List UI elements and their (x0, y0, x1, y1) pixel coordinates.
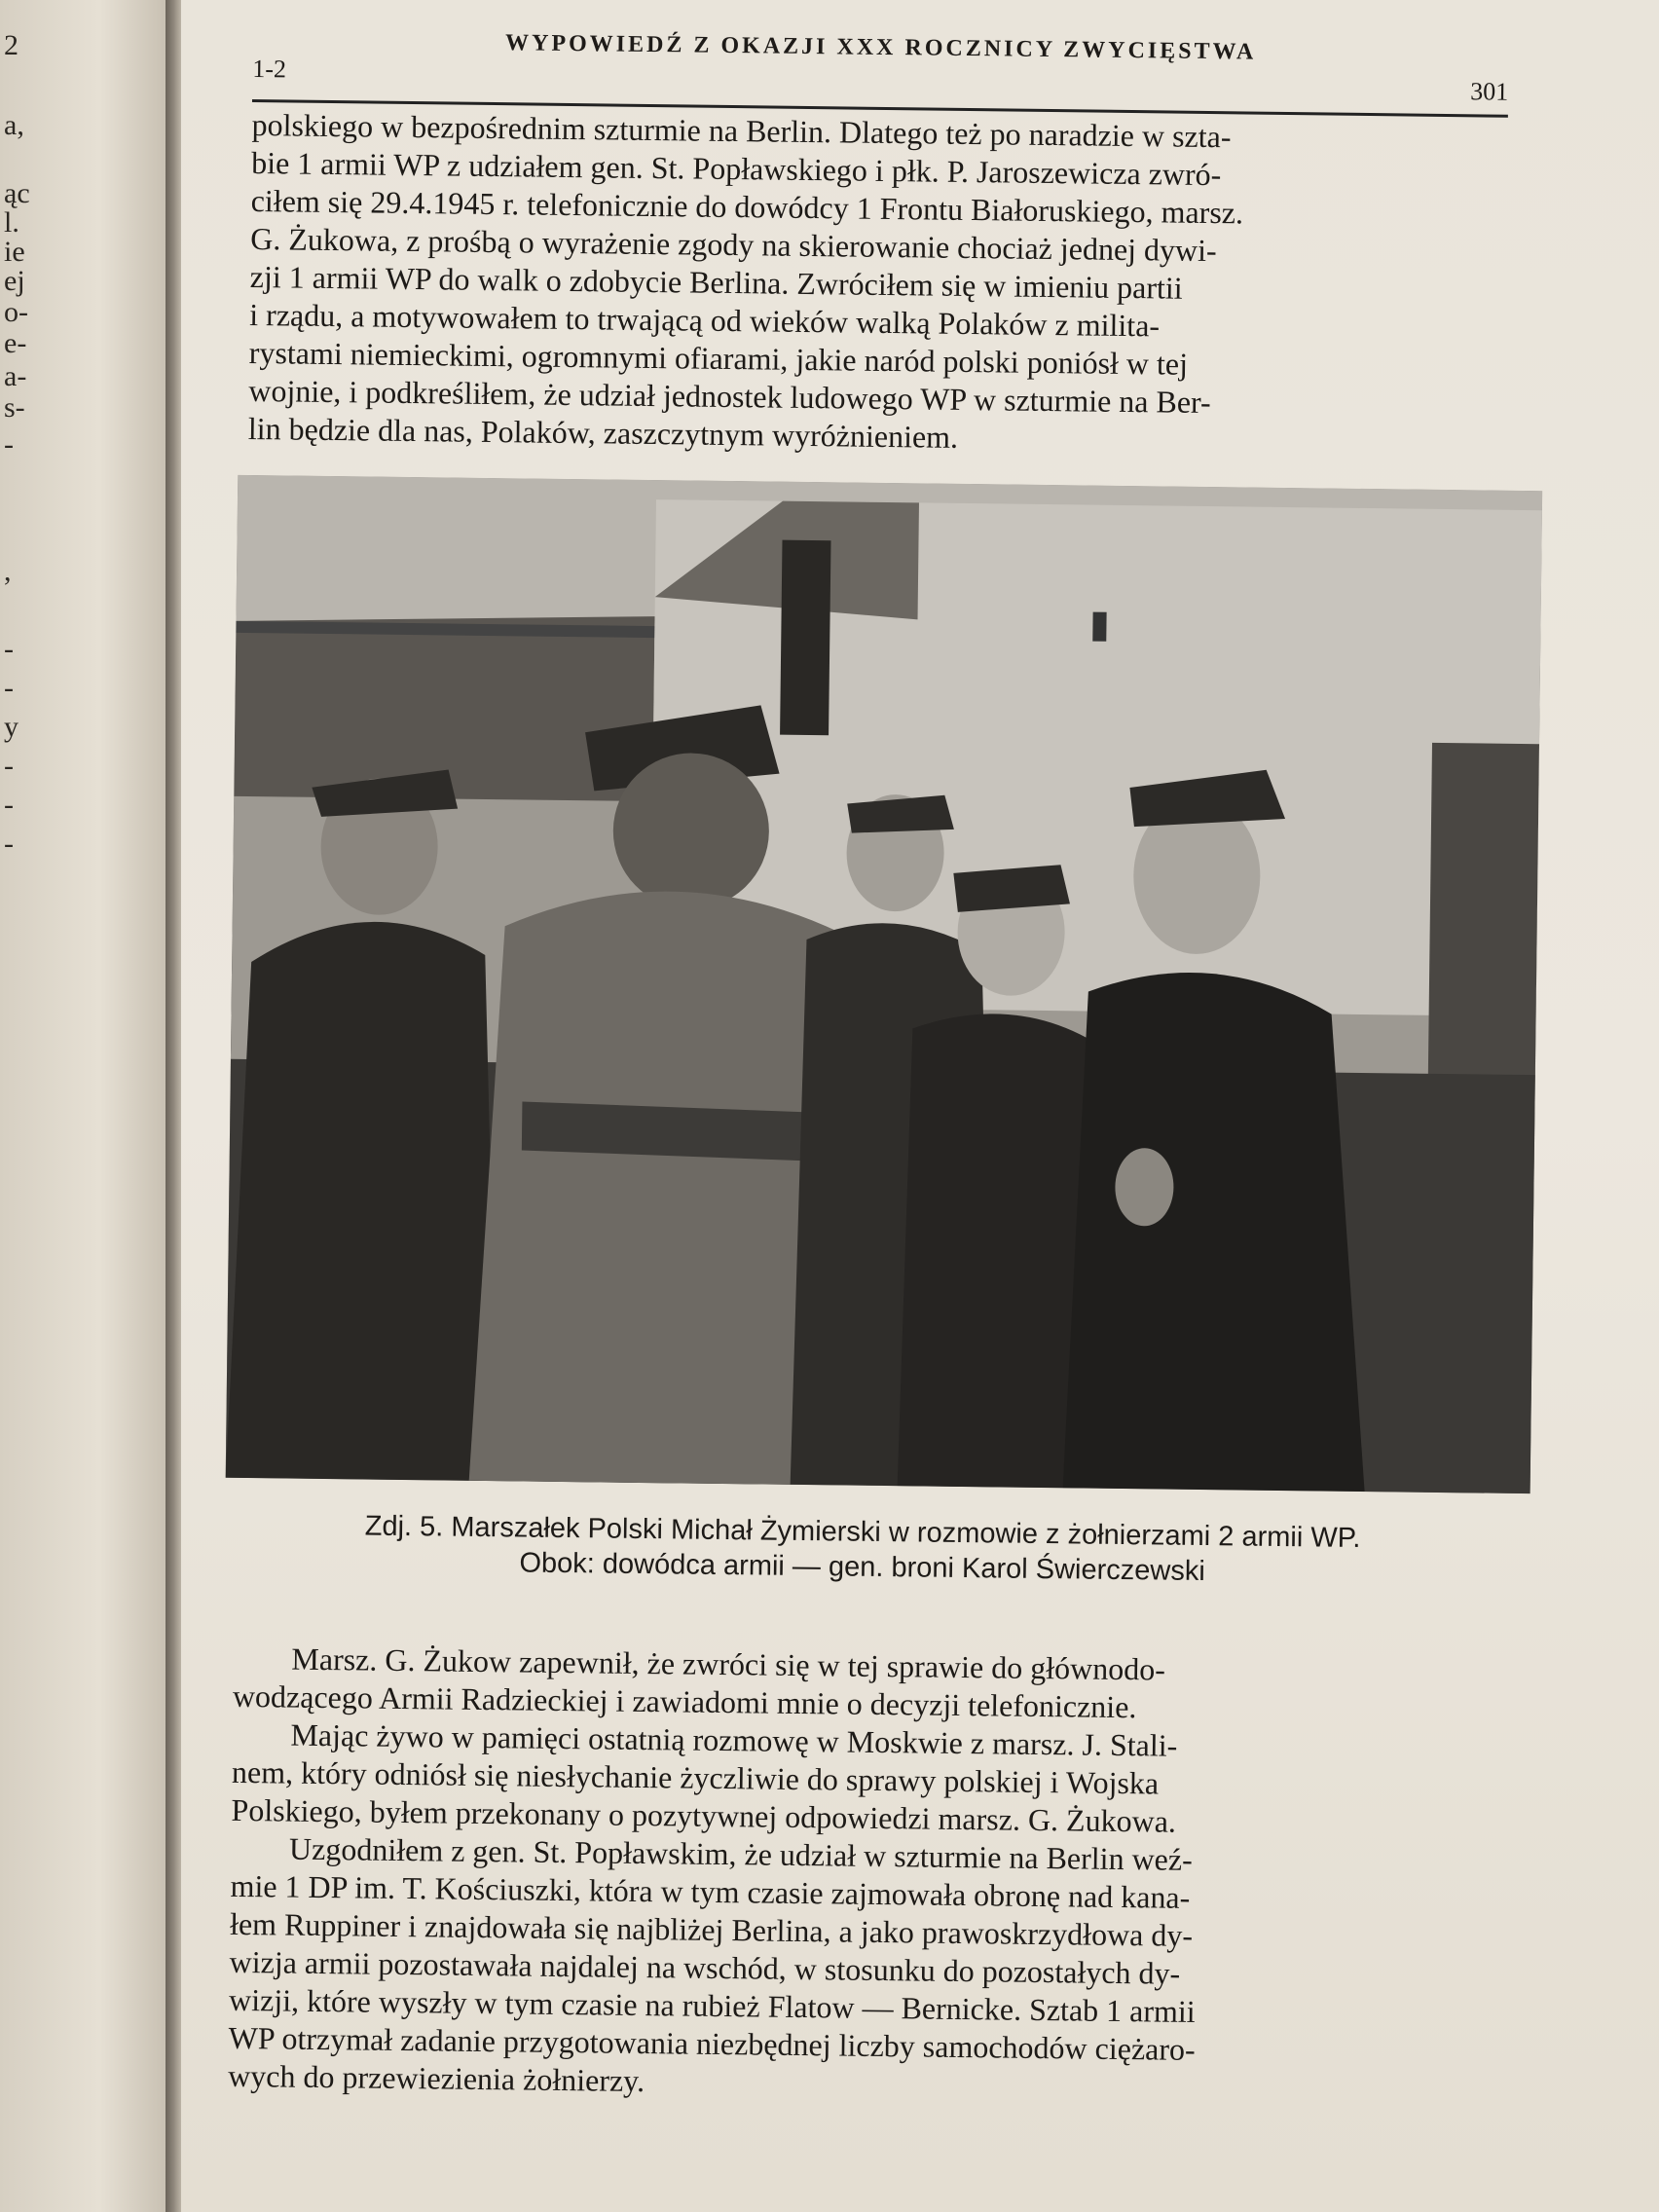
text-line: Mając żywo w pamięci ostatnią rozmowę w Moskwie z marsz. J. Stali- (290, 1716, 1178, 1763)
margin-fragment: l. (4, 206, 19, 239)
text-line: Marsz. G. Żukow zapewnił, że zwróci się w tej sprawie do głównodo- (291, 1641, 1166, 1687)
text-line: wojnie, i podkreśliłem, że udział jednostek ludowego WP w szturmie na Ber- (248, 372, 1211, 421)
caption-line-2: Obok: dowódca armii — gen. broni Karol Świerczewski (519, 1547, 1205, 1588)
text-line: zji 1 armii WP do walk o zdobycie Berlina. Zwróciłem się w imieniu partii (249, 258, 1183, 306)
text-line: G. Żukowa, z prośbą o wyrażenie zgody na skierowanie chociaż jednej dywi- (250, 220, 1217, 269)
photo-caption (234, 1507, 1491, 1593)
text-line: WP otrzymał zadanie przygotowania niezbędnej liczby samochodów ciężaro- (228, 2019, 1196, 2067)
running-header (252, 19, 1509, 118)
text-line: wych do przewiezienia żołnierzy. (227, 2057, 645, 2099)
text-line: Uzgodniłem z gen. St. Popławskim, że udział w szturmie na Berlin weź- (288, 1830, 1193, 1877)
text-line: łem Ruppiner i znajdowała się najbliżej Berlina, a jako prawoskrzydłowa dy- (229, 1905, 1194, 1953)
book-gutter (166, 0, 181, 2212)
left-page-edge (0, 0, 166, 2212)
margin-fragment: - (4, 789, 14, 821)
page-number: 301 (1470, 77, 1509, 106)
paragraph-1 (248, 106, 1508, 463)
margin-fragment: 2 (4, 29, 18, 61)
margin-fragment: - (4, 750, 14, 782)
paragraph-3 (231, 1715, 1488, 1845)
margin-fragment: , (4, 555, 12, 587)
text-line: ciłem się 29.4.1945 r. telefonicznie do dowódcy 1 Frontu Białoruskiego, marsz. (250, 182, 1244, 231)
text-line: wodzącego Armii Radzieckiej i zawiadomi mnie o decyzji telefonicznie. (232, 1677, 1137, 1725)
margin-fragment: - (4, 633, 14, 665)
text-line: lin będzie dla nas, Polaków, zaszczytnym wyróżnieniem. (247, 410, 959, 455)
text-line: Polskiego, byłem przekonany o pozytywnej odpowiedzi marsz. G. Żukowa. (231, 1791, 1177, 1839)
margin-fragment: a- (4, 360, 27, 392)
margin-fragment: ie (4, 236, 25, 268)
text-line: wizja armii pozostawała najdalej na wschód, w stosunku do pozostałych dy- (229, 1943, 1181, 1991)
margin-fragment: e- (4, 327, 27, 359)
photo-illustration (226, 475, 1542, 1493)
section-number: 1-2 (252, 54, 287, 84)
margin-fragment: o- (4, 296, 28, 328)
paragraph-4 (228, 1829, 1487, 2111)
margin-fragment: - (4, 672, 14, 704)
text-line: i rządu, a motywowałem to trwającą od wieków walką Polaków z milita- (249, 296, 1161, 344)
historical-photo (226, 475, 1542, 1493)
page-content (228, 19, 1509, 2111)
text-line: nem, który odniósł się niesłychanie życzliwie do sprawy polskiej i Wojska (231, 1753, 1160, 1801)
caption-line-1: Zdj. 5. Marszałek Polski Michał Żymierski w rozmowie z żołnierzami 2 armii WP. (364, 1510, 1361, 1555)
text-line: wizji, które wyszły w tym czasie na rubież Flatow — Bernicke. Sztab 1 armii (228, 1981, 1196, 2029)
running-title: WYPOWIEDŹ Z OKAZJI XXX ROCZNICY ZWYCIĘSTWA (504, 30, 1257, 65)
body-text (228, 1640, 1490, 2111)
margin-fragment: s- (4, 391, 25, 424)
margin-fragment: - (4, 428, 14, 461)
text-line: rystami niemieckimi, ogromnymi ofiarami, jakie naród polski poniósł w tej (248, 334, 1189, 382)
margin-fragment: y (4, 711, 18, 743)
margin-fragment: ej (4, 265, 25, 297)
right-page (181, 0, 1659, 2212)
text-line: polskiego w bezpośrednim szturmie na Berlin. Dlatego też po naradzie w szta- (251, 106, 1232, 155)
margin-fragment: - (4, 828, 14, 860)
margin-fragment: a, (4, 109, 24, 141)
margin-fragment: ąc (4, 177, 30, 209)
text-line: mie 1 DP im. T. Kościuszki, która w tym czasie zajmowała obronę nad kana- (230, 1867, 1191, 1915)
text-line: bie 1 armii WP z udziałem gen. St. Popławskiego i płk. P. Jaroszewicza zwró- (250, 144, 1222, 193)
